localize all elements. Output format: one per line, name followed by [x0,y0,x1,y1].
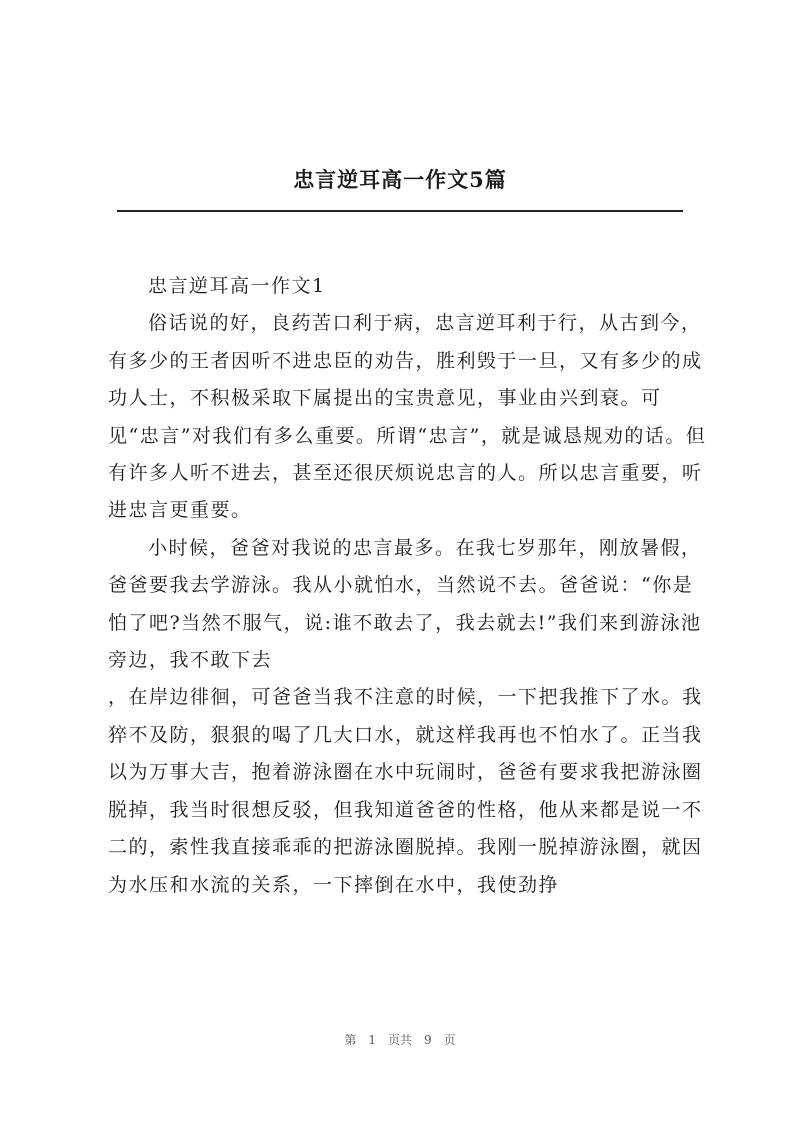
footer-total-pages: 9 [424,1033,432,1047]
footer-current-page: 1 [368,1033,376,1047]
footer-suffix: 页 [443,1033,456,1047]
paragraph-3: ，在岸边徘徊，可爸爸当我不注意的时候，一下把我推下了水。我猝不及防，狠狠的喝了几大口水，就这样我再也不怕水了。正当我以为万事大吉，抱着游泳圈在水中玩闹时，爸爸有要求我把游泳圈脱掉，我当时很想反驳，但我知道爸爸的性格，他从来都是说一不二的，索性我直接乖乖的把游泳圈脱掉。我刚一脱掉游泳圈，就因为水压和水流的关系，一下摔倒在水中，我使劲挣 [108,686,703,896]
page-footer [0,1031,800,1048]
document-body [108,268,708,904]
title-divider [117,210,683,212]
document-title: 忠言逆耳高一作文5篇 [293,167,507,192]
paragraph-2: 小时候，爸爸对我说的忠言最多。在我七岁那年，刚放暑假，爸爸要我去学游泳。我从小就怕水，当然说不去。爸爸说：“你是怕了吧?当然不服气，说:谁不敢去了，我去就去!”我们来到游泳池旁边，我不敢下去 [108,536,702,672]
section-heading: 忠言逆耳高一作文1 [148,275,326,297]
paragraph-1: 俗话说的好，良药苦口利于病，忠言逆耳利于行，从古到今，有多少的王者因听不进忠臣的劝告，胜利毁于一旦，又有多少的成功人士，不积极采取下属提出的宝贵意见，事业由兴到衰。可见“忠言”对我们有多么重要。所谓“忠言”，就是诚恳规劝的话。但有许多人听不进去，甚至还很厌烦说忠言的人。所以忠言重要，听进忠言更重要。 [108,312,707,522]
footer-middle: 页共 [387,1033,412,1047]
footer-prefix: 第 [344,1033,357,1047]
